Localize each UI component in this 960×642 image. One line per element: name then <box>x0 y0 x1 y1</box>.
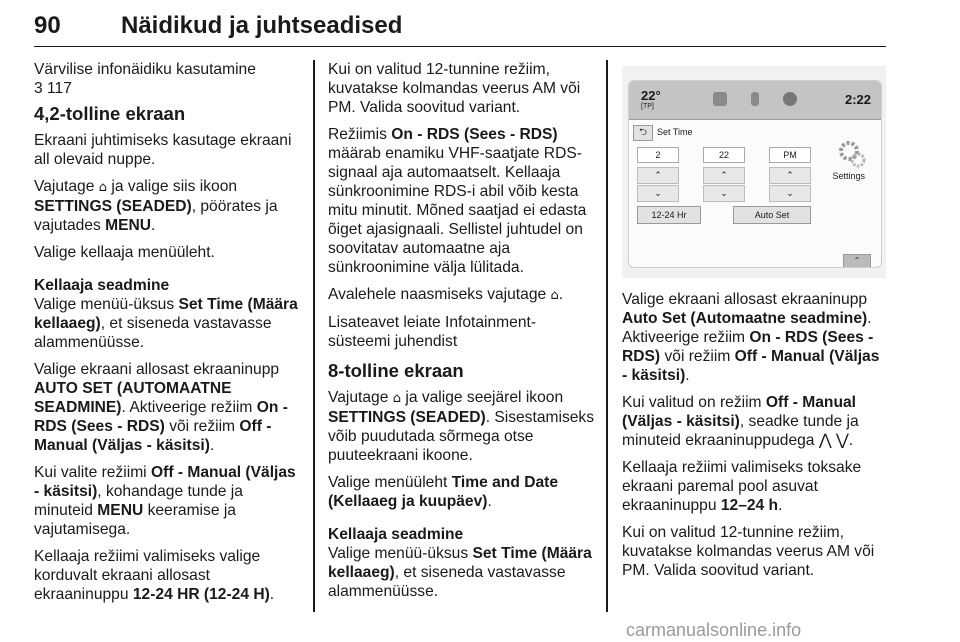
gear-icon <box>837 139 867 169</box>
audio-icon <box>713 92 727 106</box>
settings-label[interactable]: Settings <box>832 171 865 181</box>
paragraph: Avalehele naasmiseks vajutage ⌂. <box>328 286 564 303</box>
home-icon: ⌂ <box>98 180 108 195</box>
minute-value: 22 <box>703 147 745 163</box>
minute-down-button[interactable]: ⌄ <box>703 185 745 202</box>
paragraph: Režiimis On - RDS (Sees - RDS) määrab enamiku VHF-saatjate RDS-signaal aja automaatselt. Kellaaja sünkroonimine RDS-i abil võib kesta mitu minutit. Mõned saatjad ei edasta õiget ajasignaali. Sellistel juhtudel on soovitatav automaatne aja sünkroonimine välja lülitada. <box>328 126 587 276</box>
ampm-value: PM <box>769 147 811 163</box>
column-divider-2 <box>606 60 608 612</box>
paragraph: Ekraani juhtimiseks kasutage ekraani all olevaid nuppe. <box>34 132 292 168</box>
ampm-up-button[interactable]: ⌃ <box>769 167 811 184</box>
temperature: 22° <box>641 88 661 103</box>
reference-page: 117 <box>47 80 72 97</box>
phone-icon <box>751 92 759 106</box>
paragraph: Valige menüü-üksus Set Time (Määra kellaaeg), et siseneda vastavasse alammenüüsse. <box>328 545 592 600</box>
paragraph: Lisateavet leiate Infotainment-süsteemi juhendist <box>328 314 537 350</box>
subheading-clock: Kellaaja seadmine <box>328 526 464 543</box>
tp-indicator: [TP] <box>641 103 654 110</box>
paragraph: Valige ekraani allosast ekraaninupp AUTO SET (AUTOMAATNE SEADMINE). Aktiveerige režiim On - RDS (Sees - RDS) või režiim Off - Manual (Väljas - käsitsi). <box>34 361 288 454</box>
paragraph: Kui on valitud 12-tunnine režiim, kuvatakse kolmandas veerus AM või PM. Valida soovitud variant. <box>622 524 875 579</box>
cross-reference: Värvilise infonäidiku kasutamine 3 117 <box>34 61 256 97</box>
page-number: 90 <box>34 12 61 39</box>
paragraph: Valige menüüleht Time and Date (Kellaaeg ja kuupäev). <box>328 474 558 510</box>
paragraph: Valige kellaaja menüüleht. <box>34 244 215 261</box>
hour-value: 2 <box>637 147 679 163</box>
expand-tab[interactable]: ⌃ <box>843 254 871 267</box>
paragraph: Kui on valitud 12-tunnine režiim, kuvatakse kolmandas veerus AM või PM. Valida soovitud variant. <box>328 61 581 116</box>
column-divider-1 <box>313 60 315 612</box>
info-icon <box>783 92 797 106</box>
page-title: Näidikud ja juhtseadised <box>121 12 403 39</box>
ampm-down-button[interactable]: ⌄ <box>769 185 811 202</box>
12-24-hr-button[interactable]: 12-24 Hr <box>637 206 701 224</box>
column-1 <box>34 60 302 612</box>
paragraph: Vajutage ⌂ ja valige siis ikoon SETTINGS (SEADED), pöörates ja vajutades MENU. <box>34 178 278 234</box>
reference-arrow-icon: 3 <box>34 80 43 97</box>
hour-up-button[interactable]: ⌃ <box>637 167 679 184</box>
watermark: carmanualsonline.info <box>626 620 802 640</box>
paragraph: Kui valitud on režiim Off - Manual (Väljas - käsitsi), seadke tunde ja minuteid ekraaninuppudega ⋀ ⋁. <box>622 394 859 449</box>
column-2 <box>328 60 594 609</box>
back-button[interactable]: ⮌ <box>633 125 653 141</box>
subheading-clock: Kellaaja seadmine <box>34 277 170 294</box>
column-3 <box>622 290 888 588</box>
minute-up-button[interactable]: ⌃ <box>703 167 745 184</box>
auto-set-button[interactable]: Auto Set <box>733 206 811 224</box>
paragraph: Kui valite režiimi Off - Manual (Väljas - käsitsi), kohandage tunde ja minuteid MENU keeramise ja vajutamisega. <box>34 464 296 538</box>
up-down-arrows-icon: ⋀ ⋁ <box>818 432 849 449</box>
set-time-screen-illustration <box>622 66 886 278</box>
status-bar <box>629 81 881 120</box>
paragraph: Vajutage ⌂ ja valige seejärel ikoon SETTINGS (SEADED). Sisestamiseks võib puudutada sõrmega otse puuteekraani ikoone. <box>328 389 595 464</box>
section-heading-8: 8-tolline ekraan <box>328 360 464 381</box>
display-frame <box>628 80 882 268</box>
paragraph: Valige menüü-üksus Set Time (Määra kellaaeg), et siseneda vastavasse alammenüüsse. <box>34 296 298 351</box>
home-icon: ⌂ <box>392 391 402 406</box>
paragraph: Kellaaja režiimi valimiseks toksake ekraani paremal pool asuvat ekraaninuppu 12–24 h. <box>622 459 862 514</box>
paragraph: Kellaaja režiimi valimiseks valige korduvalt ekraani allosast ekraaninuppu 12-24 HR (12-24 H). <box>34 548 275 603</box>
section-heading-42: 4,2-tolline ekraan <box>34 103 186 124</box>
home-icon: ⌂ <box>550 288 559 303</box>
paragraph: Valige ekraani allosast ekraaninupp Auto Set (Automaatne seadmine). Aktiveerige režiim On - RDS (Sees - RDS) või režiim Off - Manual (Väljas - käsitsi). <box>622 291 880 384</box>
hour-down-button[interactable]: ⌄ <box>637 185 679 202</box>
page-header <box>34 6 886 47</box>
clock: 2:22 <box>844 92 871 107</box>
screen-title: Set Time <box>657 127 693 137</box>
